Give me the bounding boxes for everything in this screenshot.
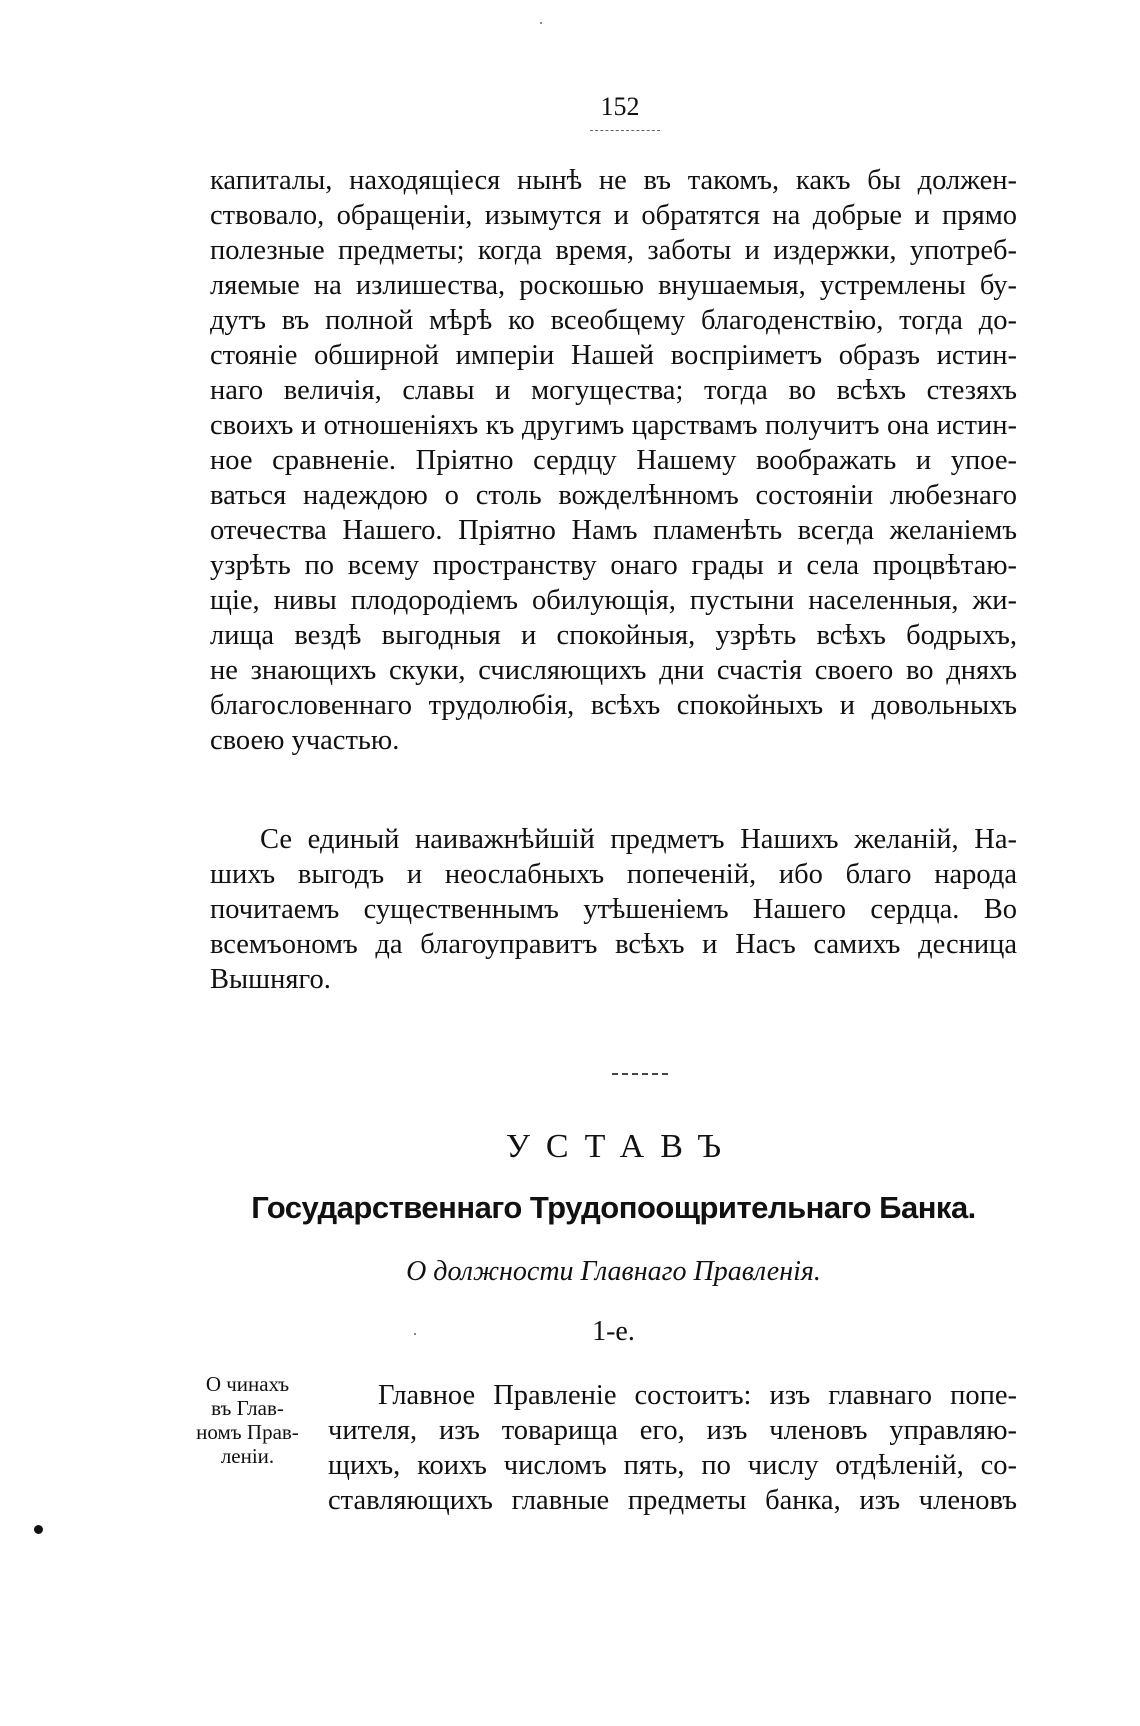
text-line: Вышняго. bbox=[210, 964, 331, 995]
margin-note bbox=[175, 1372, 320, 1468]
text-line: наго величія, славы и могущества; тогда во всѣхъ стезяхъ bbox=[210, 375, 1017, 406]
text-line: стояніе обширной имперіи Нашей воспріиметъ образъ истин- bbox=[210, 340, 1017, 371]
text-line: ляемые на излишества, роскошью внушаемыя, устремлены бу- bbox=[210, 270, 1017, 301]
text-line: всемъономъ да благоуправитъ всѣхъ и Насъ самихъ десница bbox=[210, 929, 1017, 960]
page-number: 152 bbox=[600, 92, 640, 121]
margin-note-line: О чинахъ bbox=[205, 1372, 290, 1396]
margin-note-line: номъ Прав- bbox=[196, 1420, 299, 1444]
text-line: не знающихъ скуки, счисляющихъ дни счастія своего во дняхъ bbox=[210, 655, 1017, 686]
text-line: ставляющихъ главные предметы банка, изъ членовъ bbox=[328, 1485, 1017, 1516]
text-line: Се единый наиважнѣйшій предметъ Нашихъ желаній, На- bbox=[260, 824, 1017, 855]
text-line: дутъ въ полной мѣрѣ ко всеобщему благоденствію, тогда до- bbox=[210, 305, 1017, 336]
text-line: отечества Нашего. Пріятно Намъ пламенѣть всегда желаніемъ bbox=[210, 515, 1017, 546]
section-heading: О должности Главнаго Правленія. bbox=[406, 1256, 821, 1287]
text-line: своею участью. bbox=[210, 725, 400, 756]
text-line: узрѣть по всему пространству онаго грады и села процвѣтаю- bbox=[210, 550, 1017, 581]
text-line: ваться надеждою о столь вожделѣнномъ состояніи любезнаго bbox=[210, 480, 1017, 511]
section-separator bbox=[612, 1073, 668, 1075]
text-line: щіе, нивы плодородіемъ обилующія, пустыни населенныя, жи- bbox=[210, 585, 1017, 616]
text-line: капиталы, находящіеся нынѣ не въ такомъ, какъ бы должен- bbox=[210, 165, 1017, 196]
text-line: чителя, изъ товарища его, изъ членовъ управляю- bbox=[328, 1415, 1017, 1446]
article-number: 1-е. bbox=[592, 1316, 635, 1347]
text-line: ствовало, обращеніи, изымутся и обратятся на добрые и прямо bbox=[210, 200, 1017, 231]
scan-speck bbox=[414, 1333, 416, 1335]
text-line: полезные предметы; когда время, заботы и издержки, употреб- bbox=[210, 235, 1017, 266]
scan-speck bbox=[540, 22, 542, 24]
margin-note-line: леніи. bbox=[220, 1444, 275, 1468]
text-line: Главное Правленіе состоитъ: изъ главнаго попе- bbox=[378, 1380, 1017, 1411]
paragraph-2 bbox=[210, 822, 1017, 997]
text-line: щихъ, коихъ числомъ пять, по числу отдѣленій, со- bbox=[328, 1450, 1017, 1481]
scan-artifact-dot bbox=[34, 1525, 43, 1534]
text-line: своихъ и отношеніяхъ къ другимъ царствамъ получитъ она истин- bbox=[210, 410, 1017, 441]
page-number-rule bbox=[590, 130, 660, 131]
article-1-text bbox=[328, 1378, 1017, 1518]
charter-subtitle: Государственнаго Трудопоощрительнаго Банка. bbox=[251, 1190, 976, 1225]
text-line: ное сравненіе. Пріятно сердцу Нашему воображать и упое- bbox=[210, 445, 1017, 476]
text-line: благословеннаго трудолюбія, всѣхъ спокойныхъ и довольныхъ bbox=[210, 690, 1017, 721]
charter-title: УСТАВЪ bbox=[505, 1128, 738, 1165]
text-line: шихъ выгодъ и неослабныхъ попеченій, ибо благо народа bbox=[210, 859, 1017, 890]
paragraph-1 bbox=[210, 163, 1017, 758]
text-line: почитаемъ существеннымъ утѣшеніемъ Нашего сердца. Во bbox=[210, 894, 1017, 925]
margin-note-line: въ Глав- bbox=[211, 1396, 284, 1420]
text-line: лища вездѣ выгодныя и спокойныя, узрѣть всѣхъ бодрыхъ, bbox=[210, 620, 1017, 651]
